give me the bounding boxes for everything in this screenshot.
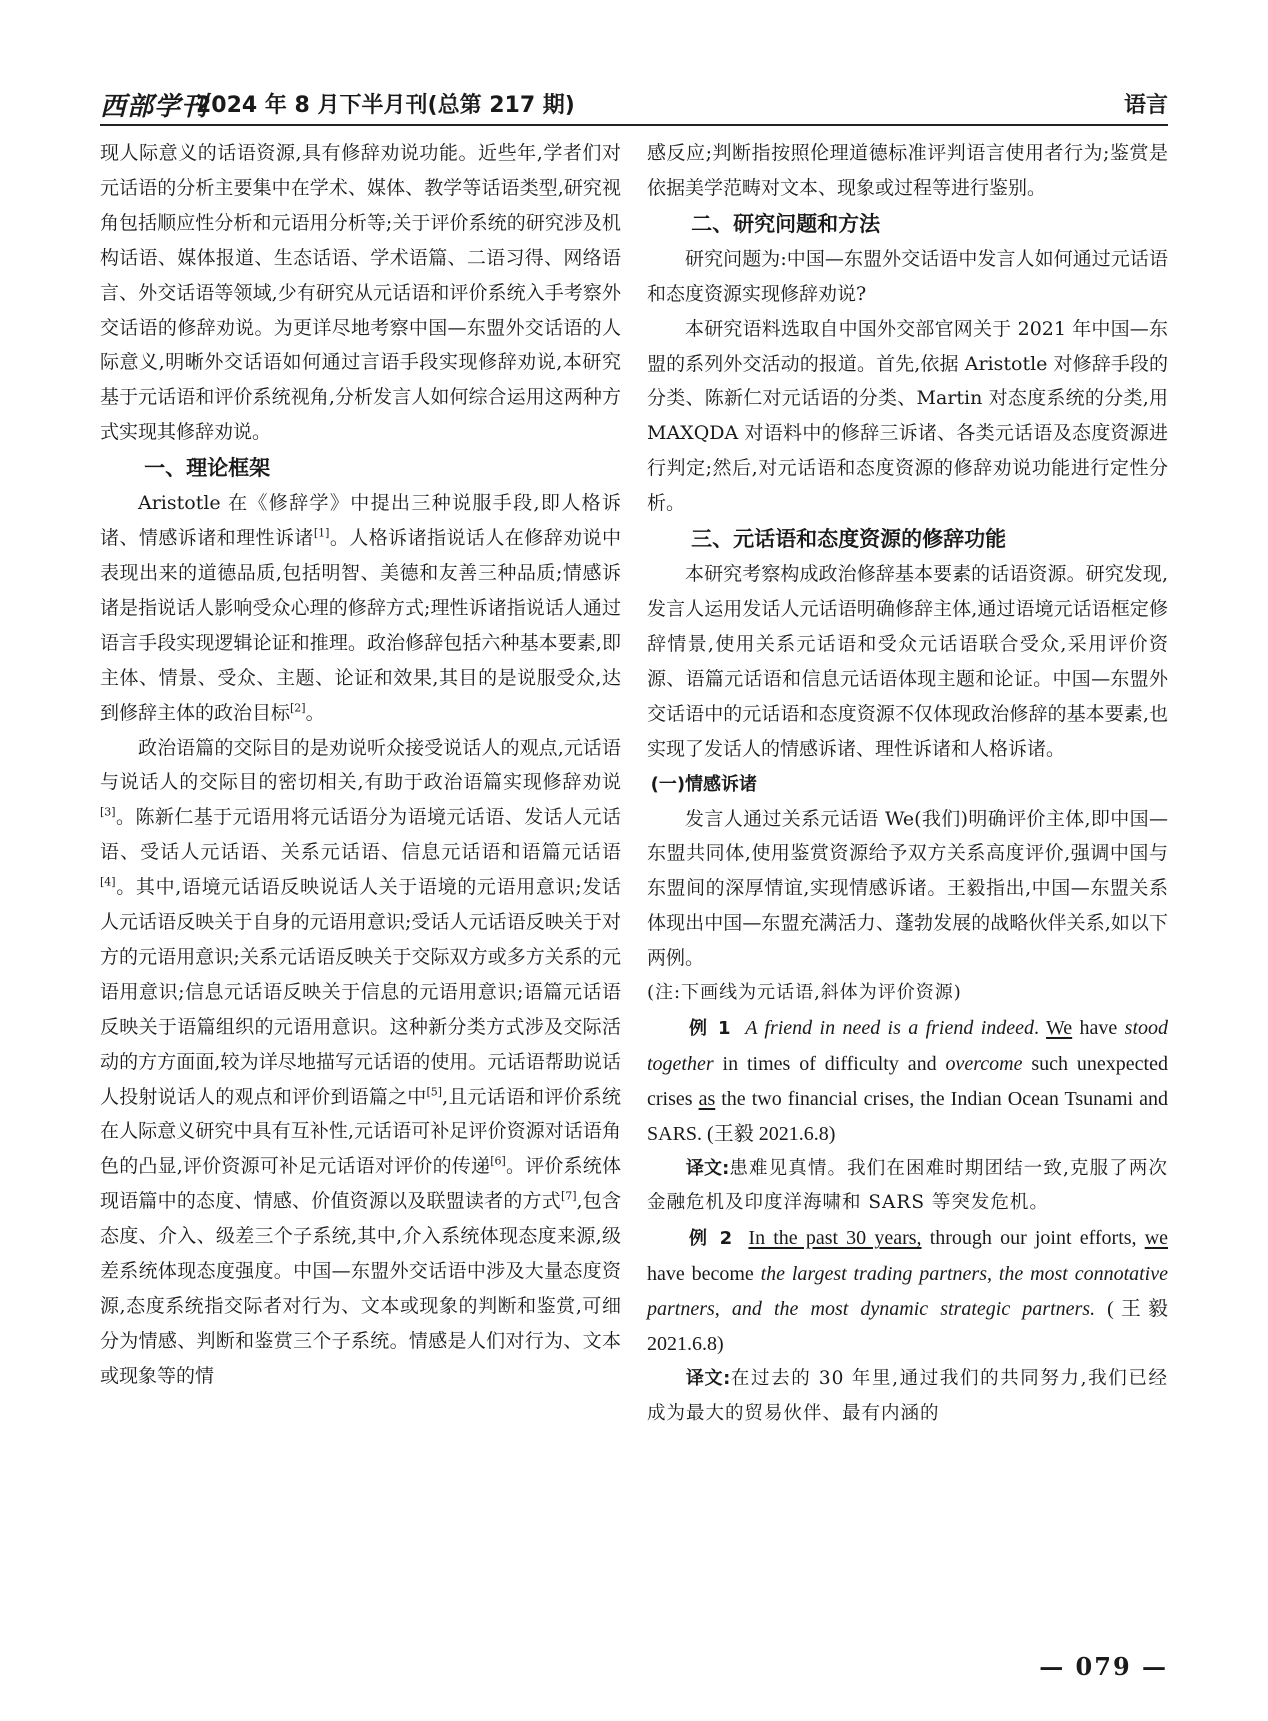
- citation: [6]: [490, 1154, 506, 1168]
- paragraph: 政治语篇的交际目的是劝说听众接受说话人的观点,元话语与说话人的交际目的密切相关,有助于政治语篇实现修辞劝说[3]。陈新仁基于元语用将元话语分为语境元话语、发话人元话语、受话人元话语、关系元话语、信息元话语和语篇元话语[4]。其中,语境元话语反映说话人关于语境的元语用意识;发话人元话语反映关于自身的元语用意识;受话人元话语反映关于对方的元语用意识;关系元话语反映关于交际双方或多方关系的元语用意识;信息元话语反映关于信息的元语用意识;语篇元话语反映关于语篇组织的元语用意识。这种新分类方式涉及交际活动的方方面面,较为详尽地描写元话语的使用。元话语帮助说话人投射说话人的观点和评价到语篇之中[5],且元话语和评价系统在人际意义研究中具有互补性,元话语可补足评价资源对话语角色的凸显,评价资源可补足元话语对评价的传递[6]。评价系统体现语篇中的态度、情感、价值资源以及联盟读者的方式[7],包含态度、介入、级差三个子系统,其中,介入系统体现态度来源,级差系统体现态度强度。中国—东盟外交话语中涉及大量态度资源,态度系统指交际者对行为、文本或现象的判断和鉴赏,可细分为情感、判断和鉴赏三个子系统。情感是人们对行为、文本或现象等的情: [100, 736, 621, 1387]
- issue-info: 2024 年 8 月下半月刊(总第 217 期): [196, 93, 575, 118]
- paragraph: 感反应;判断指按照伦理道德标准评判语言使用者行为;鉴赏是依据美学范畴对文本、现象或过程等进行鉴别。: [647, 142, 1168, 199]
- paragraph: 本研究语料选取自中国外交部官网关于 2021 年中国—东盟的系列外交活动的报道。首先,依据 Aristotle 对修辞手段的分类、陈新仁对元话语的分类、Martin 对态度系统的分类,用 MAXQDA 对语料中的修辞三诉诸、各类元话语及态度资源进行判定;然后,对元话语和态度资源的修辞劝说功能进行定性分析。: [647, 317, 1168, 515]
- paragraph: 现人际意义的话语资源,具有修辞劝说功能。近些年,学者们对元话语的分析主要集中在学术、媒体、教学等话语类型,研究视角包括顺应性分析和元语用分析等;关于评价系统的研究涉及机构话语、媒体报道、生态话语、学术语篇、二语习得、网络语言、外交话语等领域,少有研究从元话语和评价系统入手考察外交话语的修辞劝说。为更详尽地考察中国—东盟外交话语的人际意义,明晰外交话语如何通过言语手段实现修辞劝说,本研究基于元话语和评价系统视角,分析发言人如何综合运用这两种方式实现其修辞劝说。: [100, 142, 621, 444]
- section-heading-function: 三、元话语和态度资源的修辞功能: [691, 527, 1007, 552]
- right-column: [647, 136, 1168, 1432]
- paragraph: 本研究考察构成政治修辞基本要素的话语资源。研究发现,发言人运用发话人元话语明确修辞主体,通过语境元话语框定修辞情景,使用关系元话语和受众元话语联合受众,采用评价资源、语篇元话语和信息元话语体现主题和论证。中国—东盟外交话语中的元话语和态度资源不仅体现政治修辞的基本要素,也实现了发话人的情感诉诸、理性诉诸和人格诉诸。: [647, 563, 1168, 760]
- subsection-heading-pathos: (一)情感诉诸: [650, 773, 758, 795]
- citation: [7]: [560, 1189, 577, 1203]
- translation-label: 译文:: [685, 1157, 730, 1179]
- running-header: [100, 86, 1168, 122]
- annotation-note: (注:下画线为元话语,斜体为评价资源): [647, 982, 962, 1004]
- paragraph: 发言人通过关系元话语 We(我们)明确评价主体,即中国—东盟共同体,使用鉴赏资源给予双方关系高度评价,强调中国与东盟间的深厚情谊,实现情感诉诸。王毅指出,中国—东盟关系体现出中国—东盟充满活力、蓬勃发展的战略伙伴关系,如以下两例。: [647, 807, 1168, 970]
- left-column: [100, 136, 621, 1394]
- example-2: 例 2 In the past 30 years, through our joint efforts, we have become the largest trading partners, the most connotative partners, and the most dynamic strategic partners. (王毅 2021.6.8): [647, 1227, 1169, 1356]
- citation: [4]: [100, 875, 116, 889]
- example-label: 例 2: [689, 1228, 733, 1250]
- translation-2: 译文:在过去的 30 年里,通过我们的共同努力,我们已经成为最大的贸易伙伴、最有内涵的: [647, 1368, 1168, 1424]
- translation-label: 译文:: [685, 1368, 731, 1389]
- header-rule: [100, 124, 1168, 126]
- example-1: 例 1 A friend in need is a friend indeed. We have stood together in times of difficulty and overcome such unexpected crises as the two financial crises, the Indian Ocean Tsunami and SARS. (王毅 2021.6.8): [647, 1016, 1168, 1145]
- paragraph: Aristotle 在《修辞学》中提出三种说服手段,即人格诉诸、情感诉诸和理性诉诸[1]。人格诉诸指说话人在修辞劝说中表现出来的道德品质,包括明智、美德和友善三种品质;情感诉诸是指说话人影响受众心理的修辞方式;理性诉诸指说话人通过语言手段实现逻辑论证和推理。政治修辞包括六种基本要素,即主体、情景、受众、主题、论证和效果,其目的是说服受众,达到修辞主体的政治目标[2]。: [100, 492, 621, 724]
- page-number: — 079 —: [1039, 1652, 1168, 1681]
- citation: [1]: [313, 526, 330, 540]
- section-heading-theory: 一、理论框架: [144, 456, 271, 481]
- journal-logo: 西部学刊: [100, 92, 209, 122]
- citation: [5]: [426, 1084, 443, 1098]
- translation-1: 译文:患难见真情。我们在困难时期团结一致,克服了两次金融危机及印度洋海啸和 SARS 等突发危机。: [647, 1157, 1168, 1214]
- citation: [2]: [290, 700, 306, 714]
- paragraph: 研究问题为:中国—东盟外交话语中发言人如何通过元话语和态度资源实现修辞劝说?: [647, 247, 1168, 305]
- citation: [3]: [100, 805, 116, 819]
- section-heading-method: 二、研究问题和方法: [691, 211, 881, 236]
- section-label: 语言: [1123, 93, 1168, 118]
- example-label: 例 1: [689, 1017, 731, 1039]
